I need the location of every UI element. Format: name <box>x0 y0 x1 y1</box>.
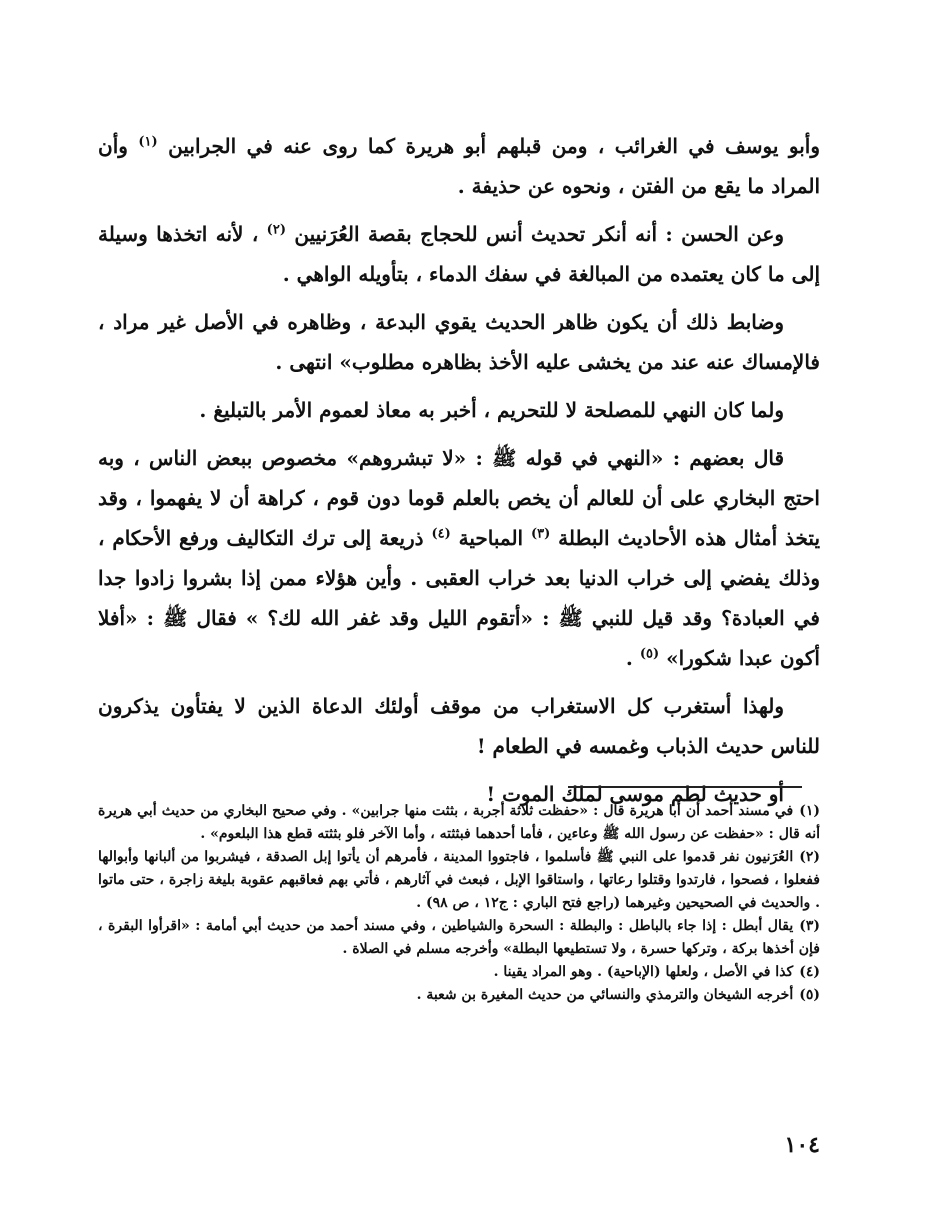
footnote-text: العُرَنيون نفر قدموا على النبي ﷺ فأسلموا ، فاجتووا المدينة ، فأمرهم أن يأتوا إبل الصدقة ، فيشربوا من ألبانها وأبوالها ففعلوا ، فصحوا ، فارتدوا وقتلوا رعاتها ، واستاقوا الإبل ، فبعث في آثارهم ، فأتي بهم فعاقبهم عقوبة بليغة زاجرة ، حتى ماتوا . والحديث في الصحيحين وغيرهما (راجع فتح الباري : ج١٢ ، ص ٩٨) . <box>98 849 820 911</box>
footnotes <box>98 800 820 1007</box>
footnote-marker: (١) <box>138 134 158 150</box>
footnote-text: كذا في الأصل ، ولعلها (الإباحية) . وهو المراد يقينا . <box>493 964 794 980</box>
footnote-text: يقال أبطل : إذا جاء بالباطل : والبطلة : السحرة والشياطين ، وفي مسند أحمد من حديث أبي أمامة : «اقرأوا البقرة ، فإن أخذها بركة ، وتركها حسرة ، ولا تستطيعها البطلة» وأخرجه مسلم في الصلاة . <box>98 918 820 957</box>
footnote-text: في مسند أحمد أن أبا هريرة قال : «حفظت ثلاثة أجربة ، بثثت منها جرابين» . وفي صحيح البخاري من حديث أبي هريرة أنه قال : «حفظت عن رسول الله ﷺ وعاءين ، فأما أحدهما فبثثته ، وأما الآخر فلو بثثته قطع هذا البلعوم» . <box>98 803 820 842</box>
paragraph-text: . <box>625 646 633 670</box>
paragraph-text: المباحية <box>458 526 524 550</box>
paragraph-text: أو حديث لطم موسى لملك الموت ! <box>486 782 784 806</box>
paragraph-2 <box>98 214 820 294</box>
footnote-separator <box>568 786 802 788</box>
paragraph-text: وأن المراد ما يقع من الفتن ، ونحوه عن حذيفة . <box>98 134 820 198</box>
paragraph-3 <box>98 302 820 382</box>
footnote-marker: (٣) <box>530 526 551 542</box>
page-number: ١٠٤ <box>784 1132 820 1158</box>
footnote-marker: (٤) <box>431 526 451 542</box>
footnote-2 <box>98 846 820 915</box>
footnote-number: (٤) <box>799 964 820 980</box>
footnote-marker: (٥) <box>639 646 660 662</box>
footnote-number: (٢) <box>799 849 820 865</box>
footnote-3 <box>98 915 820 961</box>
paragraph-1 <box>98 126 820 206</box>
paragraph-5 <box>98 438 820 678</box>
paragraph-text: ذريعة إلى ترك التكاليف ورفع الأحكام ، وذلك يفضي إلى خراب الدنيا بعد خراب العقبى . وأين هؤلاء ممن إذا بشروا زادوا جدا في العبادة؟ وقد قيل للنبي ﷺ : «أتقوم الليل وقد غفر الله لك؟ » فقال ﷺ : «أفلا أكون عبدا شكورا» <box>98 526 820 670</box>
footnote-number: (٣) <box>799 918 820 934</box>
footnote-4 <box>98 961 820 984</box>
paragraph-6 <box>98 686 820 766</box>
paragraph-text: ولما كان النهي للمصلحة لا للتحريم ، أخبر به معاذ لعموم الأمر بالتبليغ . <box>199 398 784 422</box>
footnote-marker: (٢) <box>266 222 286 238</box>
footnote-number: (٥) <box>799 987 820 1003</box>
footnote-5 <box>98 984 820 1007</box>
paragraph-text: قال بعضهم : «النهي في قوله ﷺ : «لا تبشروهم» مخصوص ببعض الناس ، وبه احتج البخاري على أن للعالم أن يخص بالعلم قوما دون قوم ، كراهة أن لا يفهموا ، وقد يتخذ أمثال هذه الأحاديث البطلة <box>98 446 821 550</box>
paragraph-text: ولهذا أستغرب كل الاستغراب من موقف أولئك الدعاة الذين لا يفتأون يذكرون للناس حديث الذباب وغمسه في الطعام ! <box>98 694 820 758</box>
paragraph-text: ، لأنه اتخذها وسيلة إلى ما كان يعتمده من المبالغة في سفك الدماء ، بتأويله الواهي . <box>98 222 820 286</box>
paragraph-text: وضابط ذلك أن يكون ظاهر الحديث يقوي البدعة ، وظاهره في الأصل غير مراد ، فالإمساك عنه عند من يخشى عليه الأخذ بظاهره مطلوب» انتهى . <box>98 310 820 374</box>
main-text <box>98 118 820 814</box>
footnote-1 <box>98 800 820 846</box>
footnote-text: أخرجه الشيخان والترمذي والنسائي من حديث المغيرة بن شعبة . <box>416 987 794 1003</box>
paragraph-text: وأبو يوسف في الغرائب ، ومن قبلهم أبو هريرة كما روى عنه في الجرابين <box>168 134 820 158</box>
paragraph-4 <box>98 390 820 430</box>
paragraph-text: وعن الحسن : أنه أنكر تحديث أنس للحجاج بقصة العُرَنيين <box>294 222 784 246</box>
footnote-number: (١) <box>799 803 820 819</box>
